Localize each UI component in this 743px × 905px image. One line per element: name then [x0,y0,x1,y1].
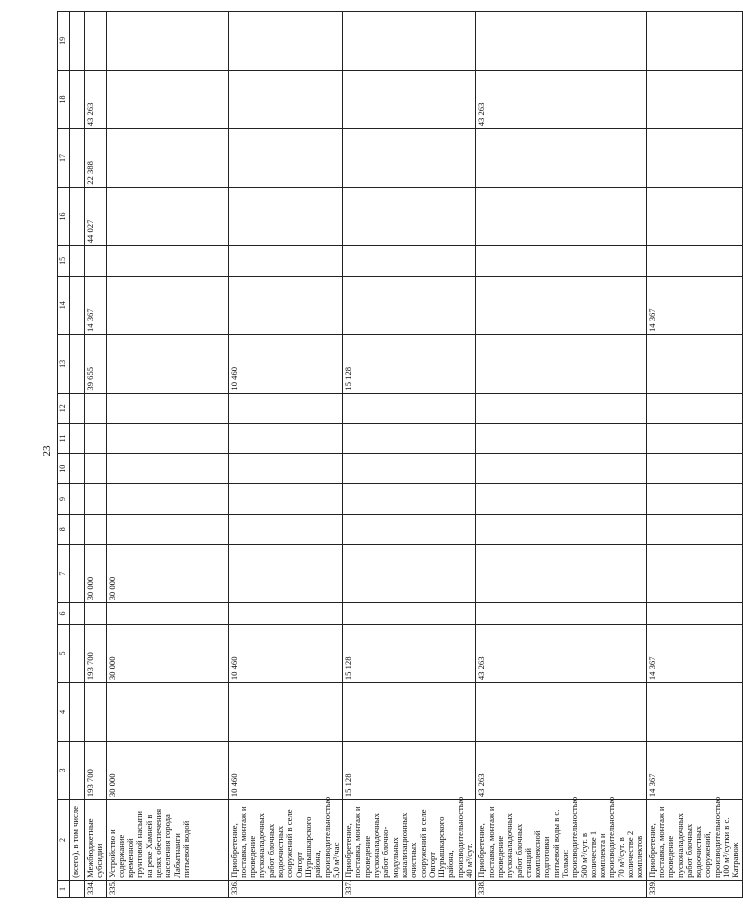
header-cell: 18 [58,70,70,129]
cell-col17 [228,129,343,188]
row-number [70,880,85,897]
cell-col6 [70,603,85,624]
header-cell: 14 [58,276,70,335]
cell-col14 [343,276,476,335]
cell-col16 [70,187,85,246]
header-cell: 4 [58,683,70,742]
cell-col11 [476,423,646,453]
table-row [106,12,228,898]
cell-col8 [476,514,646,544]
cell-col4 [106,683,228,742]
cell-col9 [106,484,228,514]
row-number: 338. [476,880,646,897]
cell-col4 [646,683,742,742]
cell-col15 [646,246,742,276]
cell-col6 [85,603,107,624]
table-row [646,12,742,898]
header-cell: 16 [58,187,70,246]
header-cell: 5 [58,624,70,683]
cell-col4 [228,683,343,742]
cell-col13: 10 460 [228,335,343,394]
table-row [85,12,107,898]
cell-col13 [70,335,85,394]
cell-col5: 193 700 [85,624,107,683]
cell-col6 [106,603,228,624]
cell-col14 [70,276,85,335]
cell-col12 [646,393,742,423]
cell-col10 [476,454,646,484]
cell-col5: 43 263 [476,624,646,683]
cell-col16 [646,187,742,246]
cell-col14: 14 367 [646,276,742,335]
cell-col5: 14 367 [646,624,742,683]
cell-col3 [70,741,85,800]
cell-col19 [646,12,742,71]
cell-col12 [228,393,343,423]
cell-col11 [343,423,476,453]
cell-col7: 30 000 [106,544,228,603]
row-name: Приобретение, поставка, монтаж и проведение пусконаладочных работ блочных станций комплексной подготовки питьевой воды в с. Тольки: производительностью 500 м³/сут. в количестве 1 комплекта и производительностью 70 м³/сут. в количестве 2 комплектов [476,800,646,881]
cell-col14 [476,276,646,335]
header-cell: 1 [58,880,70,897]
cell-col8 [70,514,85,544]
cell-col5 [70,624,85,683]
header-cell: 6 [58,603,70,624]
cell-col3: 10 460 [228,741,343,800]
row-number: 335. [106,880,228,897]
table-row [70,12,85,898]
budget-table [57,11,743,898]
cell-col16 [106,187,228,246]
cell-col5: 30 000 [106,624,228,683]
header-cell: 12 [58,393,70,423]
cell-col10 [228,454,343,484]
cell-col3: 193 700 [85,741,107,800]
cell-col7 [343,544,476,603]
header-cell: 11 [58,423,70,453]
header-cell: 10 [58,454,70,484]
cell-col8 [85,514,107,544]
cell-col7 [70,544,85,603]
cell-col18 [646,70,742,129]
cell-col19 [343,12,476,71]
cell-col3: 43 263 [476,741,646,800]
cell-col7 [646,544,742,603]
cell-col9 [646,484,742,514]
cell-col8 [343,514,476,544]
row-name: Приобретение, поставка, монтаж и проведение пусконаладочных работ блочных водоочистных сооружений в селе Овгорт Шурышкарского района, производительностью 5,0 м³/час [228,800,343,881]
cell-col11 [106,423,228,453]
cell-col12 [106,393,228,423]
cell-col18 [106,70,228,129]
cell-col19 [476,12,646,71]
cell-col10 [646,454,742,484]
cell-col6 [228,603,343,624]
cell-col3: 30 000 [106,741,228,800]
cell-col17 [476,129,646,188]
cell-col13 [106,335,228,394]
cell-col14: 14 367 [85,276,107,335]
cell-col9 [70,484,85,514]
cell-col17 [343,129,476,188]
cell-col18 [70,70,85,129]
cell-col10 [85,454,107,484]
cell-col7: 30 000 [85,544,107,603]
row-number: 337. [343,880,476,897]
cell-col18 [343,70,476,129]
cell-col17: 22 388 [85,129,107,188]
cell-col11 [646,423,742,453]
cell-col5: 15 128 [343,624,476,683]
cell-col8 [646,514,742,544]
cell-col18 [228,70,343,129]
cell-col15 [106,246,228,276]
header-cell: 7 [58,544,70,603]
rotated-table-area [57,11,741,898]
header-cell: 15 [58,246,70,276]
table-row [343,12,476,898]
cell-col16 [228,187,343,246]
header-cell: 9 [58,484,70,514]
cell-col10 [70,454,85,484]
table-row [228,12,343,898]
cell-col9 [476,484,646,514]
cell-col18: 43 263 [85,70,107,129]
cell-col8 [106,514,228,544]
cell-col12 [343,393,476,423]
row-name: Устройство и содержание временной грунтовой насыпи на реке Хамней в целях обеспечения населения города Лабытнанги питьевой водой [106,800,228,881]
cell-col15 [343,246,476,276]
cell-col17 [70,129,85,188]
row-name: Приобретение, поставка, монтаж и проведение пусконаладочных работ блочных водоочистных сооружений, производительностью 100 м³/сутки в с. Катравож [646,800,742,881]
cell-col9 [228,484,343,514]
cell-col15 [70,246,85,276]
cell-col12 [85,393,107,423]
cell-col4 [85,683,107,742]
cell-col13 [476,335,646,394]
cell-col11 [70,423,85,453]
header-row [58,12,70,898]
cell-col9 [343,484,476,514]
cell-col16 [476,187,646,246]
row-name: Межбюджетные субсидии [85,800,107,881]
header-cell: 8 [58,514,70,544]
cell-col18: 43 263 [476,70,646,129]
cell-col19 [228,12,343,71]
row-number: 336. [228,880,343,897]
cell-col8 [228,514,343,544]
cell-col13: 15 128 [343,335,476,394]
cell-col19 [70,12,85,71]
cell-col3: 14 367 [646,741,742,800]
cell-col13: 39 655 [85,335,107,394]
header-cell: 19 [58,12,70,71]
cell-col6 [646,603,742,624]
cell-col10 [343,454,476,484]
header-cell: 17 [58,129,70,188]
cell-col4 [70,683,85,742]
cell-col5: 10 460 [228,624,343,683]
header-cell: 13 [58,335,70,394]
row-name: (всего), в том числе [70,800,85,881]
cell-col4 [343,683,476,742]
cell-col14 [228,276,343,335]
cell-col16 [343,187,476,246]
cell-col15 [476,246,646,276]
cell-col3: 15 128 [343,741,476,800]
header-cell: 3 [58,741,70,800]
cell-col11 [85,423,107,453]
cell-col19 [85,12,107,71]
cell-col7 [476,544,646,603]
cell-col11 [228,423,343,453]
cell-col17 [646,129,742,188]
cell-col15 [85,246,107,276]
cell-col10 [106,454,228,484]
cell-col7 [228,544,343,603]
cell-col12 [70,393,85,423]
row-name: Приобретение, поставка, монтаж и проведение пусконаладочных работ блочно-модульных канализационных очистных сооружений в селе Овгорт Шурышкарского района, производительностью 40 м³/сут. [343,800,476,881]
cell-col17 [106,129,228,188]
cell-col14 [106,276,228,335]
cell-col6 [343,603,476,624]
table-row [476,12,646,898]
cell-col6 [476,603,646,624]
cell-col9 [85,484,107,514]
page-number: 23 [41,445,53,457]
cell-col19 [106,12,228,71]
header-cell: 2 [58,800,70,881]
cell-col16: 44 027 [85,187,107,246]
cell-col12 [476,393,646,423]
cell-col4 [476,683,646,742]
row-number: 334. [85,880,107,897]
cell-col13 [646,335,742,394]
row-number: 339. [646,880,742,897]
cell-col15 [228,246,343,276]
